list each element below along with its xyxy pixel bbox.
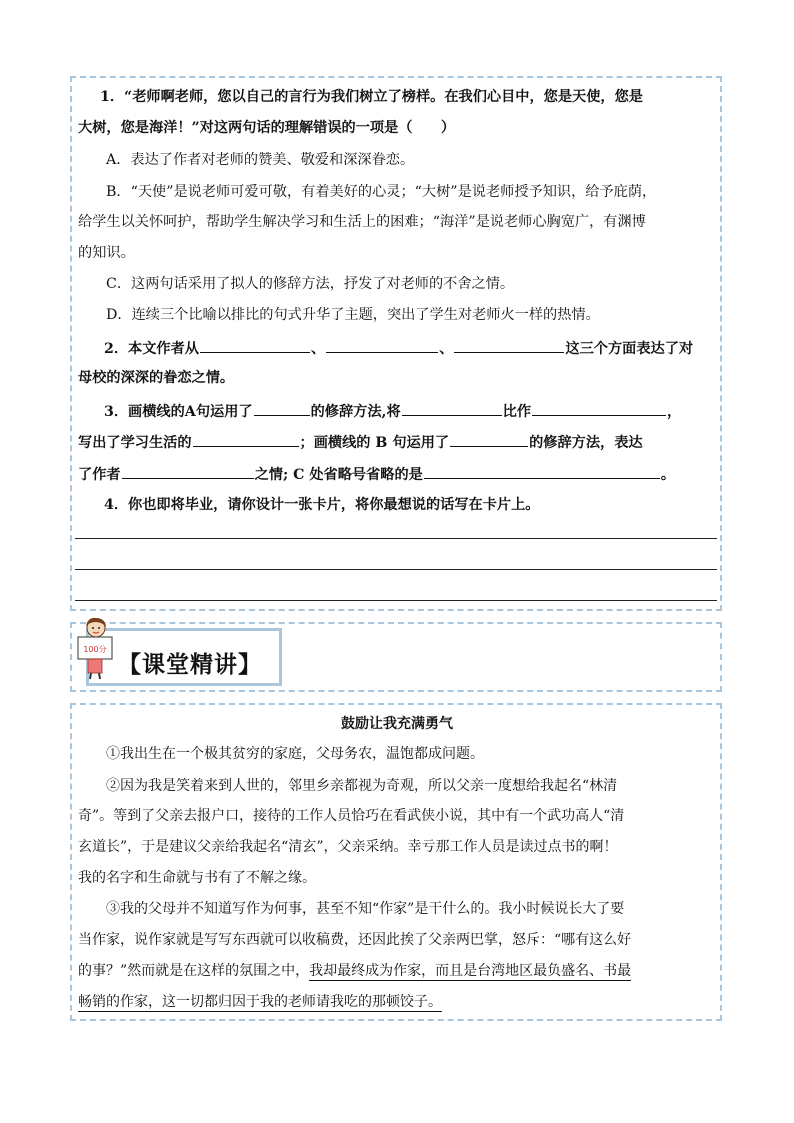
q2-blank-1[interactable] xyxy=(200,338,310,353)
q3-text-e: 写出了学习生活的 xyxy=(78,435,192,451)
q3-blank-5[interactable] xyxy=(450,432,528,447)
q3-text-h: 了作者 xyxy=(78,467,121,483)
passage-line-5: 我的名字和生命就与书有了不解之缘。 xyxy=(78,870,316,886)
q3-text-f: ；画横线的 B 句运用了 xyxy=(299,435,450,451)
q3-blank-2[interactable] xyxy=(402,401,502,416)
q3-text-j: 。 xyxy=(660,467,676,483)
passage-title: 鼓励让我充满勇气 xyxy=(341,716,453,732)
passage-line-8-text: 的事？”然而就是在这样的氛围之中， xyxy=(78,963,310,979)
answer-line-2[interactable] xyxy=(75,569,717,570)
passage-line-2: ②因为我是笑着来到人世的，邻里乡亲都视为奇观，所以父亲一度想给我起名“林清 xyxy=(106,778,618,794)
q3-line3 xyxy=(78,464,675,484)
q4-prompt: 4．你也即将毕业，请你设计一张卡片，将你最想说的话写在卡片上。 xyxy=(104,497,540,513)
q2-line2: 母校的深深的眷恋之情。 xyxy=(78,370,235,386)
q2-prefix: 2．本文作者从 xyxy=(104,341,199,357)
q3-blank-6[interactable] xyxy=(122,464,254,479)
teacher-sign-icon xyxy=(72,616,118,680)
q3-text-a: 3．画横线的A句运用了 xyxy=(104,404,253,420)
q1-option-b-line3: 的知识。 xyxy=(78,245,135,261)
q3-blank-4[interactable] xyxy=(193,432,299,447)
q2-sep1: 、 xyxy=(311,341,326,357)
passage-line-9 xyxy=(78,993,442,1011)
q1-option-b-line2: 给学生以关怀呵护，帮助学生解决学习和生活上的困难；“海洋”是说老师心胸宽广，有渊博 xyxy=(78,214,646,230)
q2-blank-2[interactable] xyxy=(326,338,438,353)
q1-option-a: A．表达了作者对老师的赞美、敬爱和深深眷恋。 xyxy=(106,152,415,168)
q2-sep2: 、 xyxy=(439,341,454,357)
q1-stem-line1: 1．“老师啊老师，您以自己的言行为我们树立了榜样。在我们心目中，您是天使，您是 xyxy=(100,89,643,105)
q3-line1 xyxy=(104,401,681,421)
q3-text-d: ， xyxy=(667,404,682,420)
q3-text-g: 的修辞方法，表达 xyxy=(529,435,643,451)
q3-text-c: 比作 xyxy=(502,404,532,420)
q3-blank-7[interactable] xyxy=(424,464,660,479)
underlined-sentence-a: 我却最终成为作家，而且是台湾地区最负盛名、书最 xyxy=(309,963,632,979)
section-title: 【课堂精讲】 xyxy=(118,652,262,678)
q3-line2 xyxy=(78,432,643,452)
sign-text: 100分 xyxy=(83,645,107,654)
answer-line-3[interactable] xyxy=(75,600,717,601)
q1-option-c: C．这两句话采用了拟人的修辞方法，抒发了对老师的不舍之情。 xyxy=(106,276,515,292)
underlined-sentence-a-end: 畅销的作家，这一切都归因于我的老师请我吃的那顿饺子。 xyxy=(78,994,442,1010)
passage-line-7: 当作家，说作家就是写写东西就可以收稿费，还因此挨了父亲两巴掌，怒斥：“哪有这么好 xyxy=(78,932,632,948)
q3-blank-3[interactable] xyxy=(532,401,666,416)
passage-line-8 xyxy=(78,962,631,980)
passage-line-6: ③我的父母并不知道写作为何事，甚至不知“作家”是干什么的。我小时候说长大了要 xyxy=(106,901,625,917)
q2-line1 xyxy=(104,338,693,358)
answer-line-1[interactable] xyxy=(75,538,717,539)
passage-line-4: 玄道长”，于是建议父亲给我起名“清玄”，父亲采纳。幸亏那工作人员是读过点书的啊！ xyxy=(78,839,618,855)
q1-stem-line2: 大树，您是海洋！”对这两句话的理解错误的一项是（ ） xyxy=(78,120,456,136)
q2-suffix: 这三个方面表达了对 xyxy=(565,341,694,357)
q3-text-b: 的修辞方法,将 xyxy=(310,404,401,420)
q1-option-d: D．连续三个比喻以排比的句式升华了主题，突出了学生对老师火一样的热情。 xyxy=(106,307,600,323)
q3-blank-1[interactable] xyxy=(254,401,310,416)
passage-line-3: 奇”。等到了父亲去报户口，接待的工作人员恰巧在看武侠小说，其中有一个武功高人“清 xyxy=(78,808,625,824)
q3-text-i: 之情; C 处省略号省略的是 xyxy=(254,467,423,483)
q1-option-b-line1: B．“天使”是说老师可爱可敬，有着美好的心灵；“大树”是说老师授予知识，给予庇荫， xyxy=(106,184,657,200)
passage-line-1: ①我出生在一个极其贫穷的家庭，父母务农，温饱都成问题。 xyxy=(106,746,484,762)
q2-blank-3[interactable] xyxy=(454,338,564,353)
